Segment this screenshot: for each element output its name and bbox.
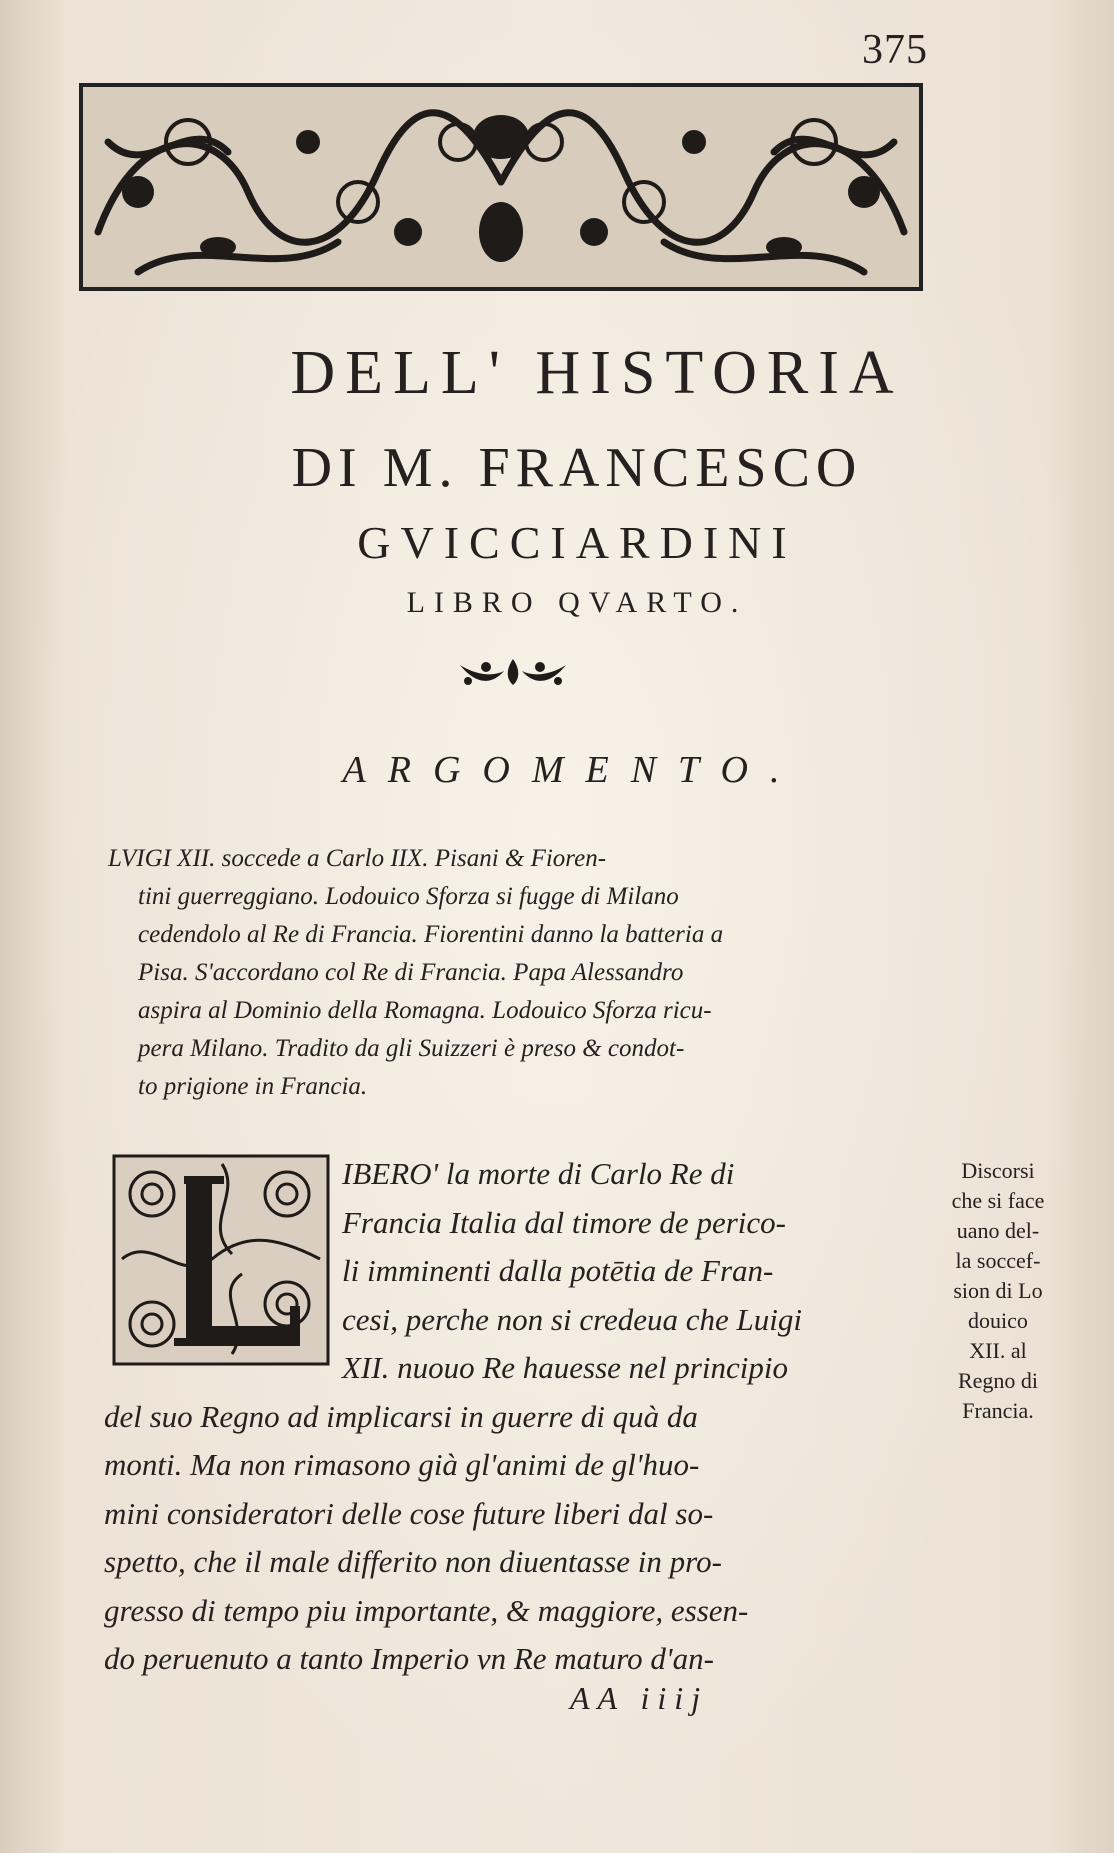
signature-mark: AA iiij — [570, 1680, 709, 1716]
body-line: li imminenti dalla potētia de Fran- — [342, 1253, 774, 1288]
title-line-1: DELL' HISTORIA — [290, 339, 904, 407]
marginal-note-line: che si face — [951, 1188, 1045, 1213]
summary-line: LVIGI XII. soccede a Carlo IIX. Pisani & Fioren- — [108, 845, 607, 872]
marginal-note-line: Discorsi — [961, 1158, 1035, 1183]
marginal-note-line: uano del- — [956, 1218, 1040, 1243]
marginal-note-line: Regno di — [957, 1368, 1039, 1393]
body-line: Francia Italia dal timore de perico- — [342, 1204, 786, 1240]
argomento-summary — [108, 840, 928, 1106]
summary-line: tini guerreggiano. Lodouico Sforza si fugge di Milano — [138, 883, 679, 910]
marginal-note-line: Francia. — [962, 1398, 1034, 1423]
marginal-note-line: la soccef- — [955, 1248, 1041, 1273]
argomento-heading: ARGOMENTO. — [342, 749, 802, 791]
page-number: 375 — [862, 27, 928, 73]
summary-line: to prigione in Francia. — [138, 1073, 368, 1100]
body-line: spetto, che il male differito non diuentasse in pro- — [104, 1544, 722, 1579]
body-line: monti. Ma non rimasono già gl'animi de gl'huo- — [104, 1447, 700, 1482]
body-line: gresso di tempo piu importante, & maggiore, essen- — [104, 1592, 749, 1628]
summary-line: cedendolo al Re di Francia. Fiorentini danno la batteria a — [138, 921, 724, 948]
title-line-2: DI M. FRANCESCO — [291, 437, 863, 499]
body-line: do peruenuto a tanto Imperio vn Re maturo d'an- — [104, 1641, 714, 1676]
summary-line: aspira al Dominio della Romagna. Lodouico Sforza ricu- — [138, 997, 712, 1024]
title-line-3: GVICCIARDINI — [357, 517, 797, 568]
body-line: cesi, perche non si credeua che Luigi — [342, 1301, 802, 1337]
marginal-note-line: douico — [968, 1308, 1028, 1333]
body-text — [104, 1150, 930, 1684]
marginal-note-line: XII. al — [969, 1338, 1027, 1363]
summary-line: pera Milano. Tradito da gli Suizzeri è preso & condot- — [138, 1035, 685, 1062]
body-line: IBERO' la morte di Carlo Re di — [342, 1156, 735, 1191]
ornamental-headpiece — [78, 82, 924, 292]
summary-line: Pisa. S'accordano col Re di Francia. Papa Alessandro — [138, 959, 684, 986]
book-subtitle: LIBRO QVARTO. — [406, 586, 748, 619]
body-line: XII. nuouo Re hauesse nel principio — [342, 1350, 788, 1385]
marginal-note-line: sion di Lo — [953, 1278, 1043, 1303]
fleuron-ornament — [456, 655, 570, 689]
marginal-note — [928, 1156, 1068, 1426]
body-line: del suo Regno ad implicarsi in guerre di quà da — [104, 1398, 698, 1434]
body-line: mini consideratori delle cose future liberi dal so- — [104, 1495, 714, 1531]
